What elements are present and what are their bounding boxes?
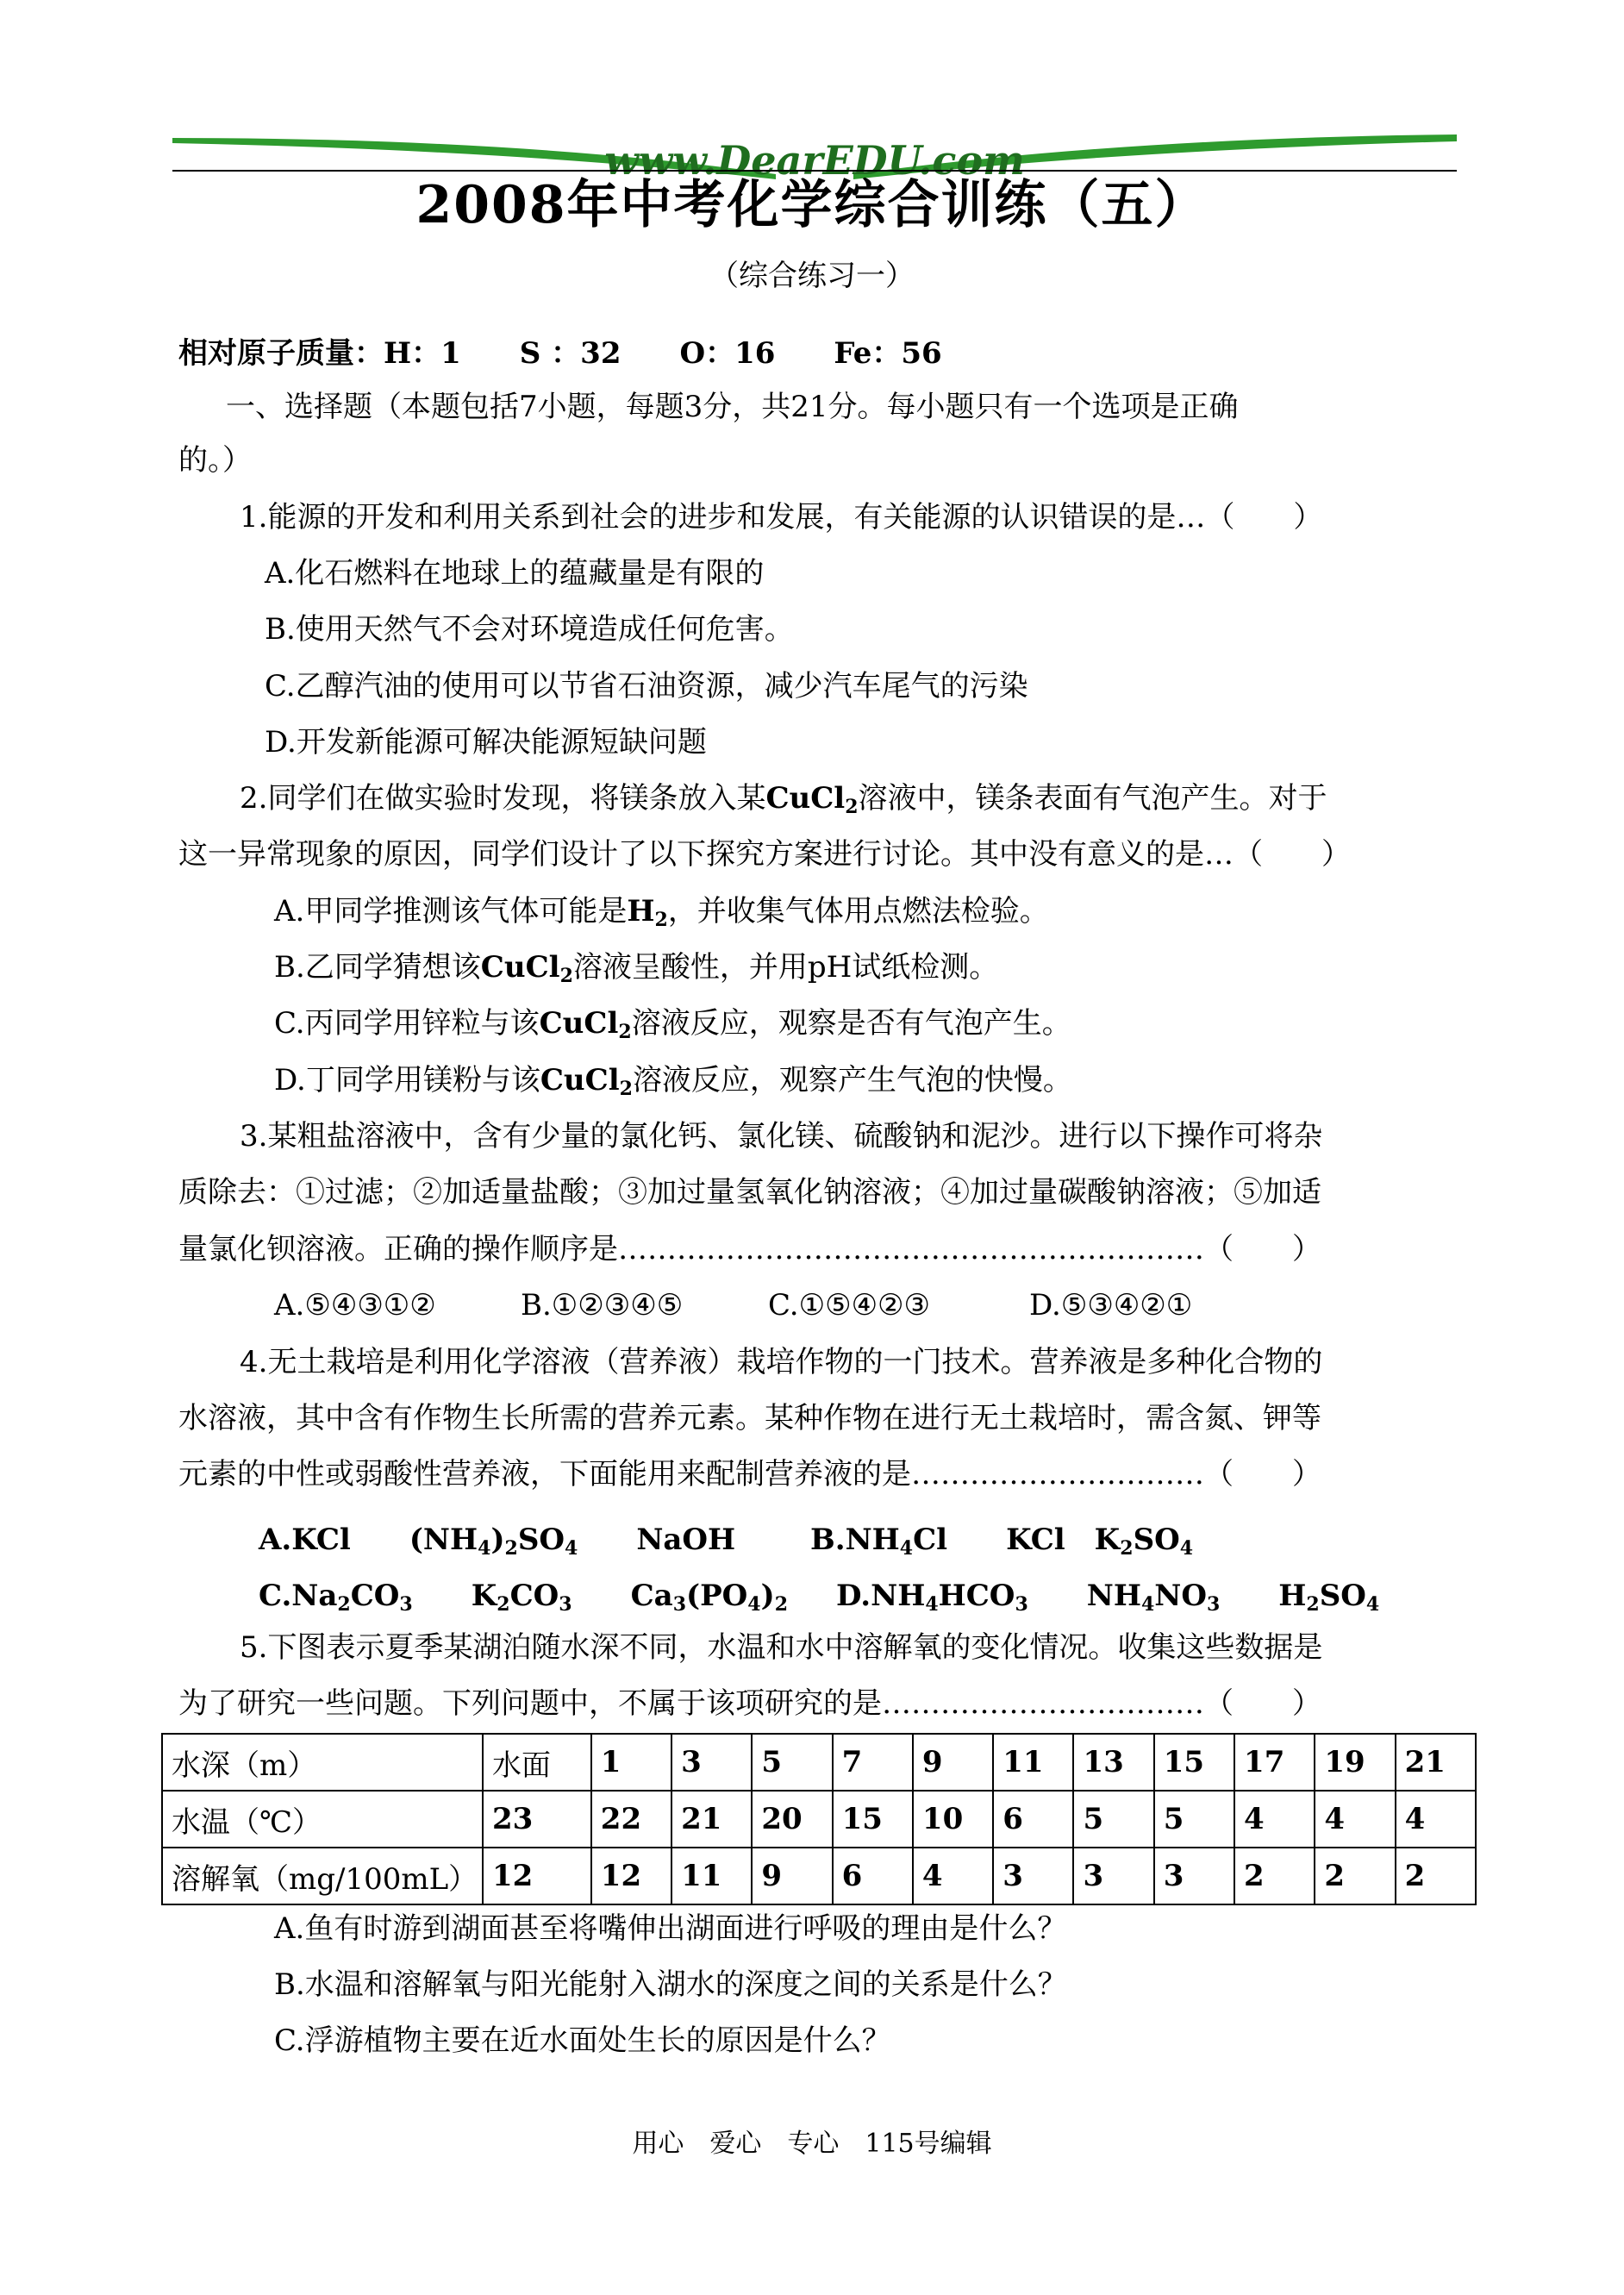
table-cell: 6	[833, 1848, 913, 1904]
table-cell: 17	[1234, 1734, 1315, 1791]
q5-option-c: C.浮游植物主要在近水面处生长的原因是什么？	[274, 2023, 891, 2058]
q3-option-d: D.⑤③④②①	[1029, 1288, 1193, 1323]
atomic-mass-line: 相对原子质量：H：1 S ：32 O：16 Fe：56	[178, 336, 942, 371]
q4-option-b: $B.NH_4Cl$ KCl $K_2SO_4$	[810, 1523, 1194, 1560]
table-cell: 22	[591, 1791, 671, 1848]
table-cell: 6	[993, 1791, 1073, 1848]
table-cell: 3	[1154, 1848, 1234, 1904]
q2-option-d: D.丁同学用镁粉与该CuCl$_2$溶液反应，观察产生气泡的快慢。	[274, 1063, 1072, 1100]
table-cell: 5	[1154, 1791, 1234, 1848]
table-cell: 5	[752, 1734, 832, 1791]
q4-option-a: A.KCl $(NH_4)_2SO_4$ NaOH	[259, 1523, 736, 1560]
table-cell: 4	[1396, 1791, 1476, 1848]
table-cell: 19	[1315, 1734, 1395, 1791]
table-cell: 12	[591, 1848, 671, 1904]
q2-option-b: B.乙同学猜想该CuCl$_2$溶液呈酸性，并用pH试纸检测。	[274, 950, 999, 987]
table-cell: 11	[993, 1734, 1073, 1791]
table-cell: 水面	[483, 1734, 591, 1791]
table-cell: 水深（m）	[162, 1734, 483, 1791]
q2-option-a: A.甲同学推测该气体可能是$H_2$，并收集气体用点燃法检验。	[274, 894, 1049, 931]
q4-stem-2: 水溶液，其中含有作物生长所需的营养元素。某种作物在进行无土栽培时，需含氮、钾等	[178, 1401, 1321, 1435]
q3-stem-1: 3.某粗盐溶液中，含有少量的氯化钙、氯化镁、硫酸钠和泥沙。进行以下操作可将杂	[240, 1119, 1323, 1154]
table-cell: 7	[833, 1734, 913, 1791]
table-row-temperature	[162, 1791, 1476, 1848]
q1-option-c: C.乙醇汽油的使用可以节省石油资源，减少汽车尾气的污染	[265, 669, 1028, 704]
section-intro-1: 一、选择题（本题包括7小题，每题3分，共21分。每小题只有一个选项是正确	[226, 390, 1239, 424]
table-cell: 23	[483, 1791, 591, 1848]
q4-option-c: $C.Na_2CO_3$ $K_2CO_3$ $Ca_3(PO_4)_2$	[259, 1579, 789, 1616]
table-row-depth	[162, 1734, 1476, 1791]
table-cell: 15	[1154, 1734, 1234, 1791]
q1-option-a: A.化石燃料在地球上的蕴藏量是有限的	[265, 556, 765, 591]
depth-temperature-oxygen-table	[161, 1733, 1477, 1905]
q5-stem-1: 5.下图表示夏季某湖泊随水深不同，水温和水中溶解氧的变化情况。收集这些数据是	[240, 1630, 1323, 1665]
q3-option-c: C.①⑤④②③	[768, 1288, 931, 1323]
table-cell: 水温（℃）	[162, 1791, 483, 1848]
q1-stem: 1.能源的开发和利用关系到社会的进步和发展，有关能源的认识错误的是…（ ）	[240, 500, 1323, 535]
q3-option-a: A.⑤④③①②	[274, 1288, 436, 1323]
table-cell: 15	[833, 1791, 913, 1848]
table-cell: 9	[752, 1848, 832, 1904]
q1-option-b: B.使用天然气不会对环境造成任何危害。	[265, 612, 794, 647]
table-cell: 3	[671, 1734, 752, 1791]
table-cell: 2	[1234, 1848, 1315, 1904]
page-subtitle: （综合练习一）	[709, 259, 915, 293]
table-cell: 5	[1073, 1791, 1153, 1848]
table-cell: 10	[913, 1791, 993, 1848]
q4-stem-1: 4.无土栽培是利用化学溶液（营养液）栽培作物的一门技术。营养液是多种化合物的	[240, 1345, 1323, 1379]
table-cell: 9	[913, 1734, 993, 1791]
q4-option-d: $D.NH_4HCO_3$ $NH_4NO_3$ $H_2SO_4$	[836, 1579, 1380, 1616]
q5-option-b: B.水温和溶解氧与阳光能射入湖水的深度之间的关系是什么？	[274, 1967, 1067, 2002]
table-cell: 4	[1234, 1791, 1315, 1848]
q1-option-d: D.开发新能源可解决能源短缺问题	[265, 725, 707, 760]
site-logo-text: www.DearEDU.com	[604, 137, 1025, 181]
q3-stem-3: 量氯化钡溶液。正确的操作顺序是……………………………………………………（ ）	[178, 1232, 1321, 1266]
table-cell: 12	[483, 1848, 591, 1904]
table-cell: 21	[1396, 1734, 1476, 1791]
table-cell: 3	[1073, 1848, 1153, 1904]
table-cell: 1	[591, 1734, 671, 1791]
q3-option-b: B.①②③④⑤	[521, 1288, 684, 1323]
table-cell: 21	[671, 1791, 752, 1848]
q3-stem-2: 质除去：①过滤；②加适量盐酸；③加过量氢氧化钠溶液；④加过量碳酸钠溶液；⑤加适	[178, 1175, 1321, 1210]
q2-stem-2: 这一异常现象的原因，同学们设计了以下探究方案进行讨论。其中没有意义的是…（ ）	[178, 837, 1351, 872]
table-row-dissolved-oxygen	[162, 1848, 1476, 1904]
q2-option-c: C.丙同学用锌粒与该CuCl$_2$溶液反应，观察是否有气泡产生。	[274, 1006, 1071, 1043]
q4-stem-3: 元素的中性或弱酸性营养液，下面能用来配制营养液的是…………………………（ ）	[178, 1457, 1321, 1491]
table-cell: 2	[1396, 1848, 1476, 1904]
q2-stem-1: 2.同学们在做实验时发现，将镁条放入某CuCl$_2$溶液中，镁条表面有气泡产生。对于	[240, 781, 1327, 818]
page-title: 2008年中考化学综合训练（五）	[415, 175, 1209, 235]
table-cell: 3	[993, 1848, 1073, 1904]
table-cell: 4	[913, 1848, 993, 1904]
table-cell: 2	[1315, 1848, 1395, 1904]
q5-option-a: A.鱼有时游到湖面甚至将嘴伸出湖面进行呼吸的理由是什么？	[274, 1911, 1067, 1946]
table-cell: 13	[1073, 1734, 1153, 1791]
page-footer: 用心 爱心 专心 115号编辑	[632, 2129, 992, 2159]
table-cell: 20	[752, 1791, 832, 1848]
section-intro-2: 的。）	[178, 443, 252, 478]
table-cell: 4	[1315, 1791, 1395, 1848]
table-cell: 溶解氧（mg/100mL）	[162, 1848, 483, 1904]
table-cell: 11	[671, 1848, 752, 1904]
q5-stem-2: 为了研究一些问题。下列问题中，不属于该项研究的是……………………………（ ）	[178, 1686, 1321, 1721]
